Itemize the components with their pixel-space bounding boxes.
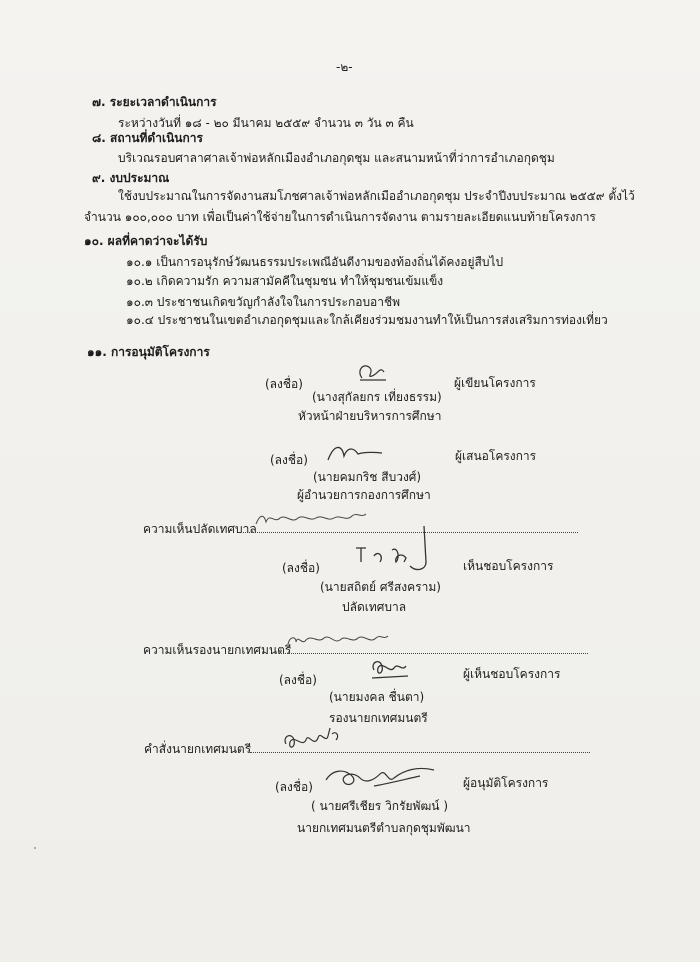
deputy-position: รองนายกเทศมนตรี xyxy=(329,711,428,725)
writer-role: ผู้เขียนโครงการ xyxy=(454,376,536,390)
deputy-signature xyxy=(368,656,414,682)
clerk-name: (นายสถิตย์ ศรีสงคราม) xyxy=(320,580,441,594)
section-10-item: ๑๐.๔ ประชาชนในเขตอำเภอกุดชุมและใกล้เคียงร่วมชมงานทำให้เป็นการส่งเสริมการท่องเที่ยว xyxy=(126,313,608,327)
clerk-sign-label: (ลงชื่อ) xyxy=(282,561,320,575)
scan-speck xyxy=(34,847,36,849)
deputy-role: ผู้เห็นชอบโครงการ xyxy=(463,667,561,681)
deputy-opinion-handwriting xyxy=(284,628,394,654)
page-number: -๒- xyxy=(336,60,353,74)
section-10-item: ๑๐.๑ เป็นการอนุรักษ์วัฒนธรรมประเพณีอันดีงามของท้องถิ่นได้คงอยู่สืบไป xyxy=(126,255,504,269)
mayor-position: นายกเทศมนตรีตำบลกุดชุมพัฒนา xyxy=(297,821,471,835)
clerk-signature xyxy=(352,522,442,578)
proposer-position: ผู้อำนวยการกองการศึกษา xyxy=(297,488,431,502)
mayor-name: ( นายศรีเชียร วิกรัยพัฒน์ ) xyxy=(311,799,448,813)
section-11-heading: ๑๑. การอนุมัติโครงการ xyxy=(87,345,210,359)
section-9-heading: ๙. งบประมาณ xyxy=(92,171,170,185)
clerk-role: เห็นชอบโครงการ xyxy=(463,559,554,573)
mayor-signature xyxy=(322,758,442,798)
proposer-signature xyxy=(324,440,384,466)
section-8-heading: ๘. สถานที่ดำเนินการ xyxy=(92,131,203,145)
section-10-heading: ๑๐. ผลที่คาดว่าจะได้รับ xyxy=(84,234,208,248)
mayor-sign-label: (ลงชื่อ) xyxy=(275,780,313,794)
writer-signature xyxy=(352,358,392,386)
proposer-sign-label: (ลงชื่อ) xyxy=(270,453,308,467)
mayor-order-label: คำสั่งนายกเทศมนตรี xyxy=(144,742,252,756)
deputy-name: (นายมงคล ชื่นตา) xyxy=(329,690,425,704)
section-7-text: ระหว่างวันที่ ๑๘ - ๒๐ มีนาคม ๒๕๕๙ จำนวน ๓ วัน ๓ คืน xyxy=(118,116,414,130)
clerk-opinion-label: ความเห็นปลัดเทศบาล xyxy=(143,522,257,536)
writer-sign-label: (ลงชื่อ) xyxy=(265,377,303,391)
section-9-text-line1: ใช้งบประมาณในการจัดงานสมโภชศาลเจ้าพ่อหลักเมืออำเภอกุดชุม ประจำปีงบประมาณ ๒๕๕๙ ตั้งไว้ xyxy=(118,189,635,203)
proposer-role: ผู้เสนอโครงการ xyxy=(455,449,537,463)
section-8-text: บริเวณรอบศาลาศาลเจ้าพ่อหลักเมืองอำเภอกุดชุม และสนามหน้าที่ว่าการอำเภอกุดชุม xyxy=(118,151,555,165)
section-9-text-line2: จำนวน ๑๐๐,๐๐๐ บาท เพื่อเป็นค่าใช้จ่ายในการดำเนินการจัดงาน ตามรายละเอียดแนบท้ายโครงการ xyxy=(84,210,596,224)
mayor-order-handwriting xyxy=(280,724,344,760)
deputy-sign-label: (ลงชื่อ) xyxy=(279,673,317,687)
proposer-name: (นายคมกริช สีบวงศ์) xyxy=(313,470,422,484)
mayor-role: ผู้อนุมัติโครงการ xyxy=(463,776,549,790)
section-7-heading: ๗. ระยะเวลาดำเนินการ xyxy=(92,95,217,109)
clerk-position: ปลัดเทศบาล xyxy=(342,600,407,614)
section-10-item: ๑๐.๒ เกิดความรัก ความสามัคคีในชุมชน ทำให้ชุมชนเข้มแข็ง xyxy=(126,274,444,288)
writer-name: (นางสุกัลยกร เที่ยงธรรม) xyxy=(312,390,442,404)
deputy-opinion-label: ความเห็นรองนายกเทศมนตรี xyxy=(143,643,292,657)
section-10-item: ๑๐.๓ ประชาชนเกิดขวัญกำลังใจในการประกอบอาชีพ xyxy=(126,295,401,309)
writer-position: หัวหน้าฝ่ายบริหารการศึกษา xyxy=(298,409,442,423)
